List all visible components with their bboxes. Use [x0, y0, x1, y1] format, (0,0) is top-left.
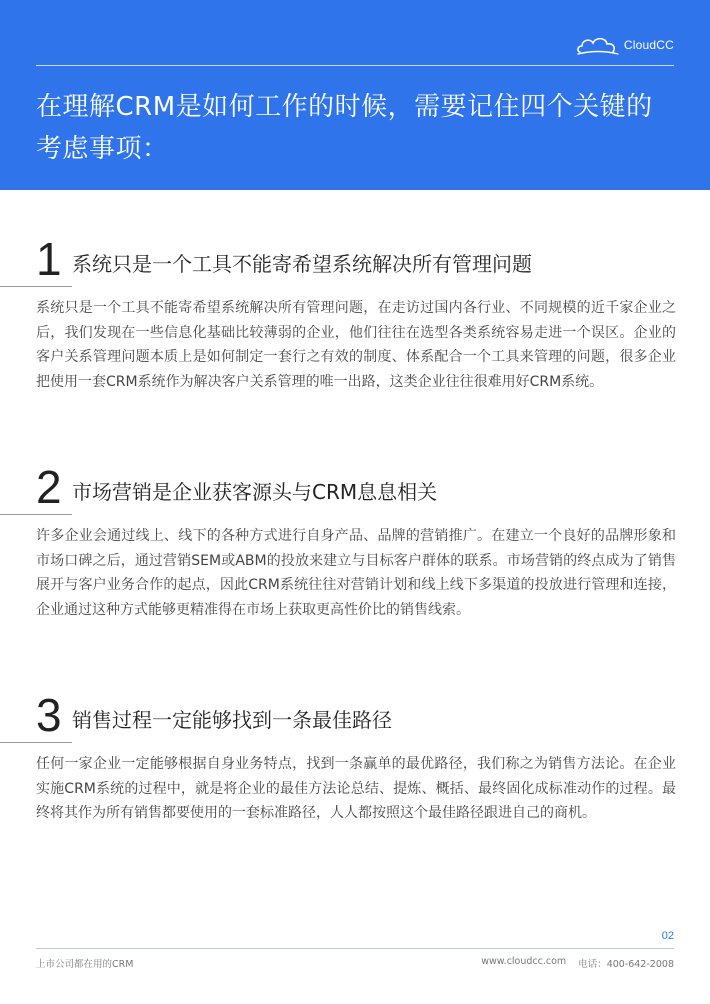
section-title: 市场营销是企业获客源头与CRM息息相关: [72, 480, 438, 504]
footer-tagline: 上市公司都在用的CRM: [36, 959, 134, 970]
section-body: 任何一家企业一定能够根据自身业务特点，找到一条赢单的最优路径，我们称之为销售方法论。在企业实施CRM系统的过程中，就是将企业的最佳方法论总结、提炼、概括、最终固化成标准动作的过程。最终将其作为所有销售都要使用的一套标准路径，人人都按照这个最佳路径跟进自己的商机。: [36, 756, 676, 822]
footer-contact: [481, 956, 674, 970]
section-divider: [0, 286, 72, 287]
section-title: 销售过程一定能够找到一条最佳路径: [72, 708, 392, 732]
footer-phone: 电话：400-642-2008: [578, 959, 674, 970]
brand-logo: [576, 34, 674, 56]
brand-logo-text: CloudCC: [623, 38, 674, 52]
section-divider: [0, 742, 72, 743]
page-title: 在理解CRM是如何工作的时候，需要记住四个关键的考虑事项：: [36, 92, 653, 164]
section-number: 3: [36, 689, 62, 741]
cloud-icon: [576, 34, 620, 56]
section-body: 许多企业会通过线上、线下的各种方式进行自身产品、品牌的营销推广。在建立一个良好的品牌形象和市场口碑之后，通过营销SEM或ABM的投放来建立与目标客户群体的联系。市场营销的终点成为了销售展开与客户业务合作的起点，因此CRM系统往往对营销计划和线上线下多渠道的投放进行管理和连接，企业通过这种方式能够更精准得在市场上获取更高性价比的销售线索。: [36, 528, 676, 618]
section-number: 1: [36, 233, 62, 285]
section-title: 系统只是一个工具不能寄希望系统解决所有管理问题: [72, 252, 532, 276]
footer-divider: [36, 948, 674, 949]
banner-divider: [36, 65, 674, 66]
page-number: 02: [661, 930, 674, 942]
header-banner: [0, 0, 710, 190]
section-body: 系统只是一个工具不能寄希望系统解决所有管理问题，在走访过国内各行业、不同规模的近千家企业之后，我们发现在一些信息化基础比较薄弱的企业，他们往往在选型各类系统容易走进一个误区。企业的客户关系管理问题本质上是如何制定一套行之有效的制度、体系配合一个工具来管理的问题，很多企业把使用一套CRM系统作为解决客户关系管理的唯一出路，这类企业往往很难用好CRM系统。: [36, 300, 676, 390]
footer-website-link[interactable]: www.cloudcc.com: [481, 956, 567, 967]
section-number: 2: [36, 461, 62, 513]
section-divider: [0, 514, 72, 515]
